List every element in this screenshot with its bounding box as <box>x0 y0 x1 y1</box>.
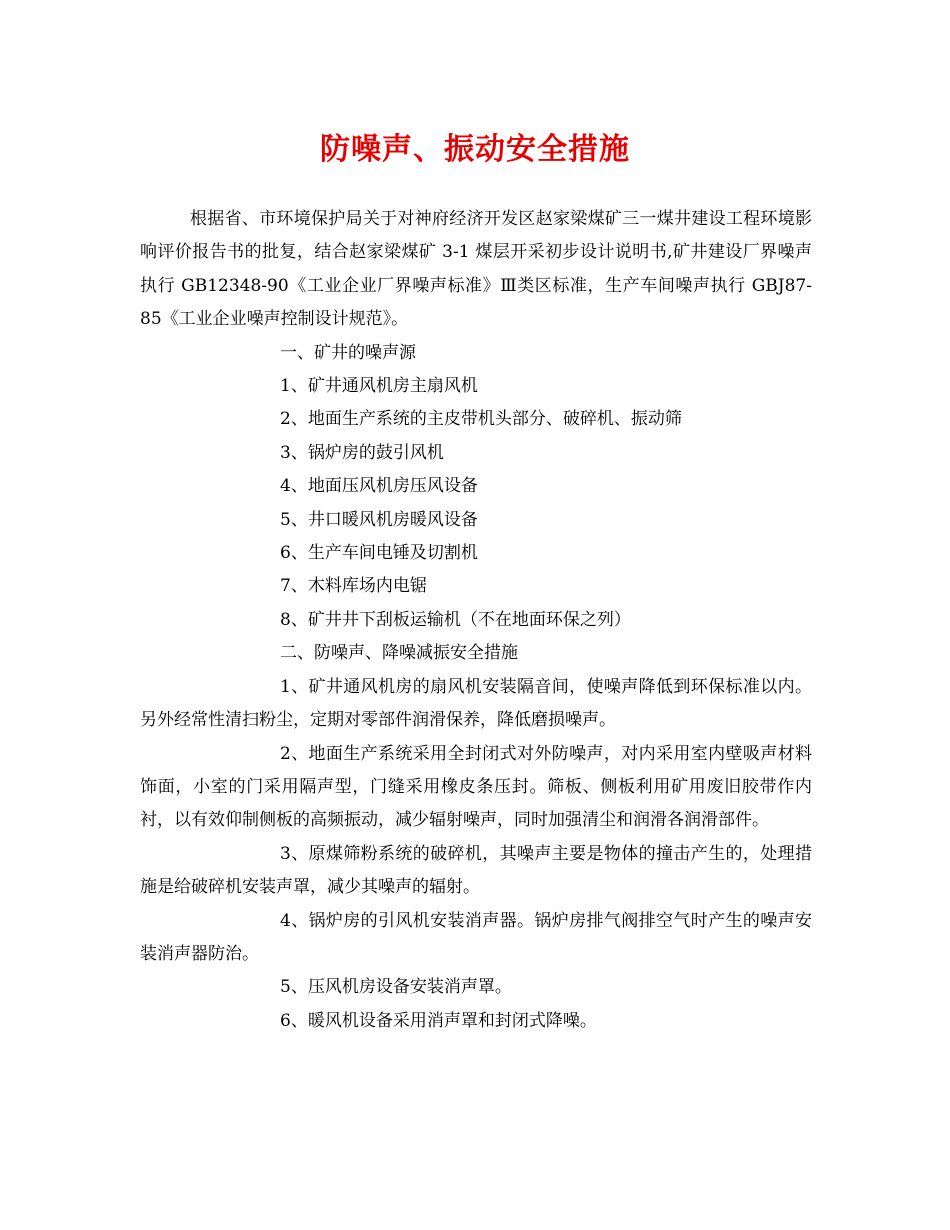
measure-paragraph: 4、锅炉房的引风机安装消声器。锅炉房排气阀排空气时产生的噪声安装消声器防治。 <box>140 910 812 964</box>
document-title: 防噪声、振动安全措施 <box>320 132 630 167</box>
list-item: 4、地面压风机房压风设备 <box>280 476 478 497</box>
section-heading-measures: 二、防噪声、降噪减振安全措施 <box>280 643 518 664</box>
measure-paragraph: 6、暖风机设备采用消声罩和封闭式降噪。 <box>280 1010 597 1031</box>
intro-paragraph: 根据省、市环境保护局关于对神府经济开发区赵家梁煤矿三一煤井建设工程环境影响评价报告书的批复，结合赵家梁煤矿 3-1 煤层开采初步设计说明书,矿井建设厂界噪声执行 GB12348-90《工业企业厂界噪声标准》Ⅲ类区标准，生产车间噪声执行 GBJ87-85《工业企业噪声控制设计规范》。 <box>140 209 812 330</box>
list-item: 3、锅炉房的鼓引风机 <box>280 442 444 463</box>
list-item: 2、地面生产系统的主皮带机头部分、破碎机、振动筛 <box>280 409 682 430</box>
list-item: 8、矿井井下刮板运输机（不在地面环保之列） <box>280 609 631 630</box>
measure-paragraph: 2、地面生产系统采用全封闭式对外防噪声，对内采用室内壁吸声材料饰面，小室的门采用隔声型，门缝采用橡皮条压封。筛板、侧板利用矿用废旧胶带作内衬，以有效仰制侧板的高频振动，减少辐射噪声，同时加强清尘和润滑各润滑部件。 <box>140 743 812 831</box>
section-heading-noise-sources: 一、矿井的噪声源 <box>280 342 416 363</box>
measure-paragraph: 3、原煤筛粉系统的破碎机，其噪声主要是物体的撞击产生的，处理措施是给破碎机安装声罩，减少其噪声的辐射。 <box>140 843 812 898</box>
list-item: 7、木料库场内电锯 <box>280 576 427 597</box>
list-item: 6、生产车间电锤及切割机 <box>280 543 478 564</box>
list-item: 5、井口暖风机房暖风设备 <box>280 509 478 530</box>
list-item: 1、矿井通风机房主扇风机 <box>280 376 478 397</box>
measure-paragraph: 5、压风机房设备安装消声罩。 <box>280 977 512 998</box>
document-body <box>140 203 812 1038</box>
measure-paragraph: 1、矿井通风机房的扇风机安装隔音间，使噪声降低到环保标准以内。另外经常性清扫粉尘，定期对零部件润滑保养，降低磨损噪声。 <box>140 676 812 731</box>
